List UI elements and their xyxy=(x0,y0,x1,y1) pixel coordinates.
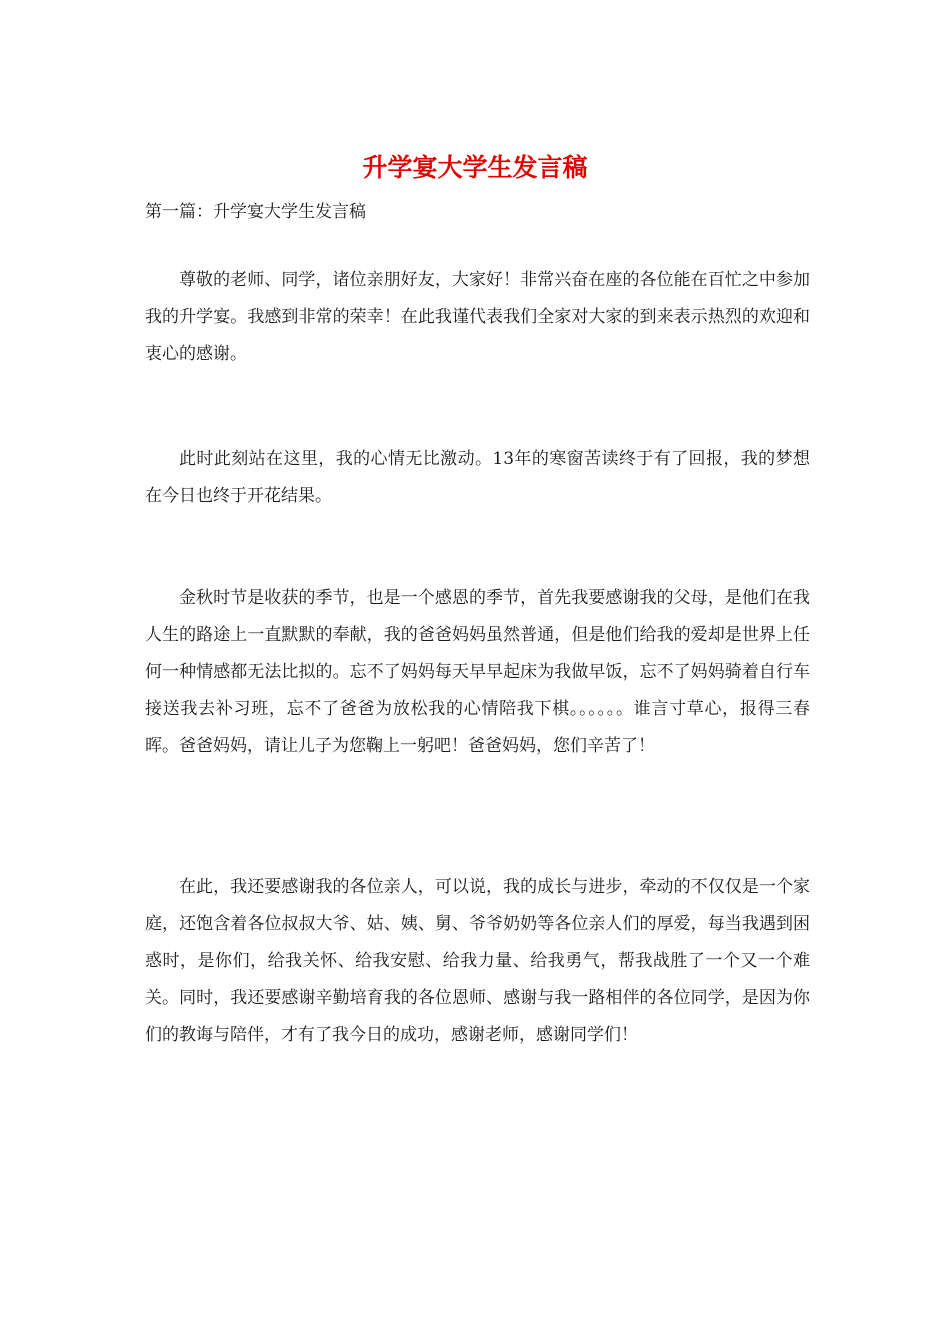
paragraph-thanks-parents: 金秋时节是收获的季节，也是一个感恩的季节，首先我要感谢我的父母，是他们在我人生的路途上一直默默的奉献，我的爸爸妈妈虽然普通，但是他们给我的爱却是世界上任何一种情感都无法比拟的。忘不了妈妈每天早早起床为我做早饭，忘不了妈妈骑着自行车接送我去补习班，忘不了爸爸为放松我的心情陪我下棋。。。。。。谁言寸草心，报得三春晖。爸爸妈妈，请让儿子为您鞠上一躬吧！爸爸妈妈，您们辛苦了！ xyxy=(145,588,810,756)
document-title: 升学宴大学生发言稿 xyxy=(362,153,588,182)
paragraph-feelings: 此时此刻站在这里，我的心情无比激动。13年的寒窗苦读终于有了回报，我的梦想在今日也终于开花结果。 xyxy=(145,449,810,506)
paragraph-thanks-relatives: 在此，我还要感谢我的各位亲人，可以说，我的成长与进步，牵动的不仅仅是一个家庭，还饱含着各位叔叔大爷、姑、姨、舅、爷爷奶奶等各位亲人们的厚爱，每当我遇到困惑时，是你们，给我关怀、给我安慰、给我力量、给我勇气，帮我战胜了一个又一个难关。同时，我还要感谢辛勤培育我的各位恩师、感谢与我一路相伴的各位同学，是因为你们的教诲与陪伴，才有了我今日的成功，感谢老师，感谢同学们！ xyxy=(145,877,810,1045)
document-subtitle: 第一篇：升学宴大学生发言稿 xyxy=(145,202,366,222)
paragraph-greeting: 尊敬的老师、同学，诸位亲朋好友，大家好！非常兴奋在座的各位能在百忙之中参加我的升学宴。我感到非常的荣幸！在此我谨代表我们全家对大家的到来表示热烈的欢迎和衷心的感谢。 xyxy=(145,270,810,364)
